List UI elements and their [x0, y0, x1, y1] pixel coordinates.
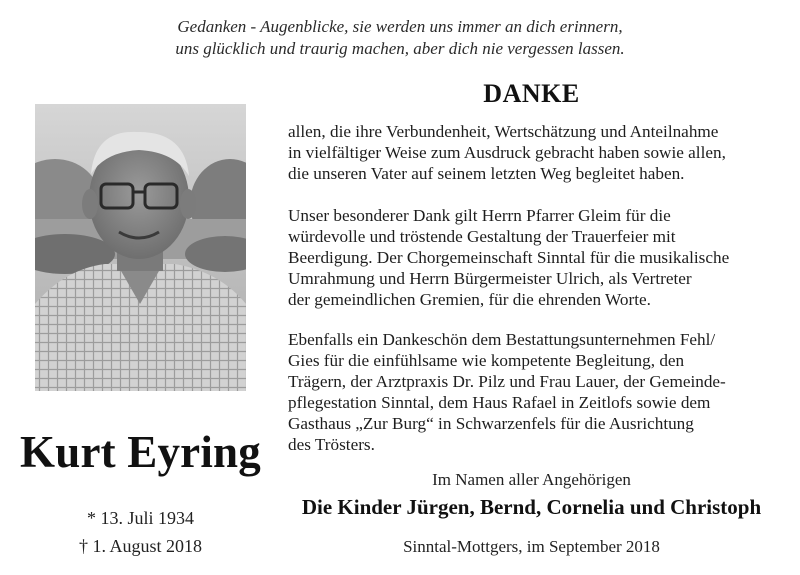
deceased-name: Kurt Eyring: [20, 427, 261, 477]
quote-line-1: Gedanken - Augenblicke, sie werden uns immer an dich erinnern,: [177, 17, 623, 36]
text-line: allen, die ihre Verbundenheit, Wertschätzung und Anteilnahme: [288, 122, 719, 141]
text-line: pflegestation Sinntal, dem Haus Rafael in Zeitlofs sowie dem: [288, 393, 711, 412]
text-line: Trägern, der Arztpraxis Dr. Pilz und Frau Lauer, der Gemeinde-: [288, 372, 726, 391]
quote-line-2: uns glücklich und traurig machen, aber dich nie vergessen lassen.: [175, 39, 625, 58]
signatories: Die Kinder Jürgen, Bernd, Cornelia und Christoph: [301, 495, 762, 519]
text-line: Gasthaus „Zur Burg“ in Schwarzenfels für die Ausrichtung: [288, 414, 694, 433]
text-line: würdevolle und tröstende Gestaltung der Trauerfeier mit: [288, 227, 676, 246]
text-line: Umrahmung und Herrn Bürgermeister Ulrich, als Vertreter: [288, 269, 692, 288]
thanks-paragraph-1: [288, 121, 788, 184]
memorial-quote: [0, 16, 800, 60]
text-line: Gies für die einfühlsame wie kompetente Begleitung, den: [288, 351, 685, 370]
birth-date: * 13. Juli 1934: [86, 508, 194, 528]
text-line: Beerdigung. Der Chorgemeinschaft Sinntal für die musikalische: [288, 248, 730, 267]
thanks-paragraph-3: [288, 329, 788, 455]
portrait-photo: [35, 104, 246, 391]
on-behalf-line: Im Namen aller Angehörigen: [432, 470, 631, 489]
text-line: die unseren Vater auf seinem letzten Weg begleitet haben.: [288, 164, 685, 183]
place-and-date: Sinntal-Mottgers, im September 2018: [403, 537, 660, 556]
thanks-heading: DANKE: [483, 79, 580, 108]
thanks-paragraph-2: [288, 205, 788, 310]
text-line: Ebenfalls ein Dankeschön dem Bestattungsunternehmen Fehl/: [288, 330, 716, 349]
text-line: Unser besonderer Dank gilt Herrn Pfarrer Gleim für die: [288, 206, 671, 225]
text-line: der gemeindlichen Gremien, für die ehrenden Worte.: [288, 290, 651, 309]
death-date: † 1. August 2018: [78, 536, 202, 556]
text-line: in vielfältiger Weise zum Ausdruck gebracht haben sowie allen,: [288, 143, 726, 162]
text-line: des Trösters.: [288, 435, 375, 454]
